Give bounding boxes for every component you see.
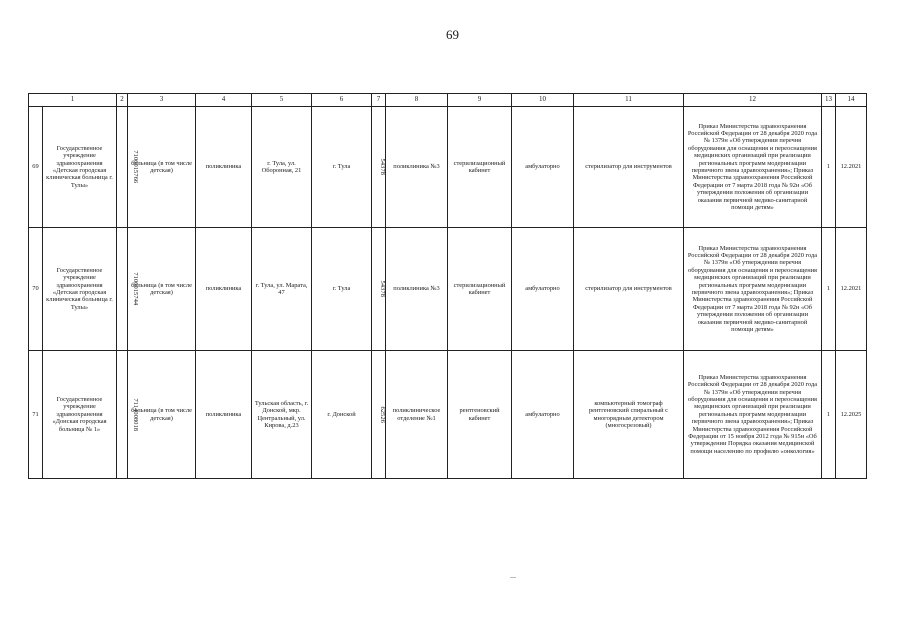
care-cell: амбулаторно	[512, 351, 574, 479]
quantity-cell: 1	[822, 228, 836, 351]
inn-cell	[117, 107, 140, 228]
header-cell: 10	[512, 94, 574, 107]
header-cell: 8	[386, 94, 448, 107]
header-cell: 3	[128, 94, 196, 107]
division-cell: поликлиника	[196, 228, 252, 351]
city-cell: г. Тула	[312, 107, 372, 228]
equipment-cell: стерилизатор для инструментов	[574, 107, 684, 228]
header-cell: 1	[29, 94, 117, 107]
page-number: 69	[446, 27, 459, 42]
date-cell: 12.2025	[836, 351, 867, 479]
header-cell: 14	[836, 94, 867, 107]
address-cell: г. Тула, ул. Оборонная, 21	[252, 107, 312, 228]
header-cell: 2	[117, 94, 128, 107]
legal-basis-cell: Приказ Министерства здравоохранения Российской Федерации от 28 декабря 2020 года № 1379н «Об утверждении перечня оборудования для оснащения и переоснащения медицинских организаций при реализации региональных программ модернизации первичного звена здравоохранения»; Приказ Министерства здравоохранения Российской Федерации от 15 ноября 2012 года № 915н «Об утверждении Порядка оказания медицинской помощи населению по профилю «онкология»	[684, 351, 822, 479]
address-cell: Тульская область, г. Донской, мкр. Центральный, ул. Кирова, д.23	[252, 351, 312, 479]
room-cell: рентгеновский кабинет	[448, 351, 512, 479]
inn-text: 7106015766	[132, 150, 140, 184]
table-row	[29, 228, 867, 351]
equipment-table	[28, 93, 867, 479]
unit-cell: поликлиническое отделение №1	[386, 351, 448, 479]
care-cell: амбулаторно	[512, 107, 574, 228]
header-cell: 13	[822, 94, 836, 107]
legal-basis-cell: Приказ Министерства здравоохранения Российской Федерации от 28 декабря 2020 года № 1379н «Об утверждении перечня оборудования для оснащения и переоснащения медицинских организаций при реализации региональных программ модернизации первичного звена здравоохранения»; Приказ Министерства здравоохранения Российской Федерации от 7 марта 2018 года № 92н «Об утверждении положения об организации оказания первичной медико-санитарной помощи детям»	[684, 228, 822, 351]
organization-cell: Государственное учреждение здравоохранения «Детская городская клиническая больница г. Тулы»	[43, 107, 117, 228]
header-row	[29, 94, 867, 107]
header-cell: 7	[372, 94, 386, 107]
inn-text: 7106015744	[132, 272, 140, 306]
organization-cell: Государственное учреждение здравоохранения «Донская городская больница № 1»	[43, 351, 117, 479]
facility-type-cell: больница (в том числе детская)	[128, 107, 196, 228]
header-cell: 11	[574, 94, 684, 107]
code-text: 62526	[378, 406, 386, 423]
room-cell: стерилизационный кабинет	[448, 228, 512, 351]
facility-type-cell: больница (в том числе детская)	[128, 351, 196, 479]
code-cell	[372, 107, 386, 228]
header-cell: 5	[252, 94, 312, 107]
room-cell: стерилизационный кабинет	[448, 107, 512, 228]
facility-type-cell: больница (в том числе детская)	[128, 228, 196, 351]
inn-text: 7114008018	[132, 398, 140, 431]
code-cell	[372, 351, 386, 479]
code-text: 54378	[378, 158, 386, 176]
organization-cell: Государственное учреждение здравоохранения «Детская городская клиническая больница г. Тулы»	[43, 228, 117, 351]
inn-cell	[117, 228, 140, 351]
date-cell: 12.2021	[836, 107, 867, 228]
row-number: 70	[29, 228, 43, 351]
legal-basis-cell: Приказ Министерства здравоохранения Российской Федерации от 28 декабря 2020 года № 1379н «Об утверждении перечня оборудования для оснащения и переоснащения медицинских организаций при реализации региональных программ модернизации первичного звена здравоохранения»; Приказ Министерства здравоохранения Российской Федерации от 7 марта 2018 года № 92н «Об утверждении положения об организации оказания первичной медико-санитарной помощи детям»	[684, 107, 822, 228]
address-cell: г. Тула, ул. Марата, 47	[252, 228, 312, 351]
division-cell: поликлиника	[196, 351, 252, 479]
unit-cell: поликлиника №3	[386, 107, 448, 228]
row-number: 69	[29, 107, 43, 228]
row-number: 71	[29, 351, 43, 479]
table-row	[29, 351, 867, 479]
city-cell: г. Тула	[312, 228, 372, 351]
inn-cell	[117, 351, 140, 479]
city-cell: г. Донской	[312, 351, 372, 479]
care-cell: амбулаторно	[512, 228, 574, 351]
code-text: 54378	[378, 280, 386, 298]
table-row	[29, 107, 867, 228]
header-cell: 4	[196, 94, 252, 107]
date-cell: 12.2021	[836, 228, 867, 351]
scan-artifact	[510, 577, 516, 578]
quantity-cell: 1	[822, 351, 836, 479]
equipment-cell: компьютерный томограф рентгеновский спиральный с многорядным детектором (многосрезовый)	[574, 351, 684, 479]
header-cell: 12	[684, 94, 822, 107]
equipment-cell: стерилизатор для инструментов	[574, 228, 684, 351]
division-cell: поликлиника	[196, 107, 252, 228]
quantity-cell: 1	[822, 107, 836, 228]
header-cell: 9	[448, 94, 512, 107]
code-cell	[372, 228, 386, 351]
header-cell: 6	[312, 94, 372, 107]
unit-cell: поликлиника №3	[386, 228, 448, 351]
